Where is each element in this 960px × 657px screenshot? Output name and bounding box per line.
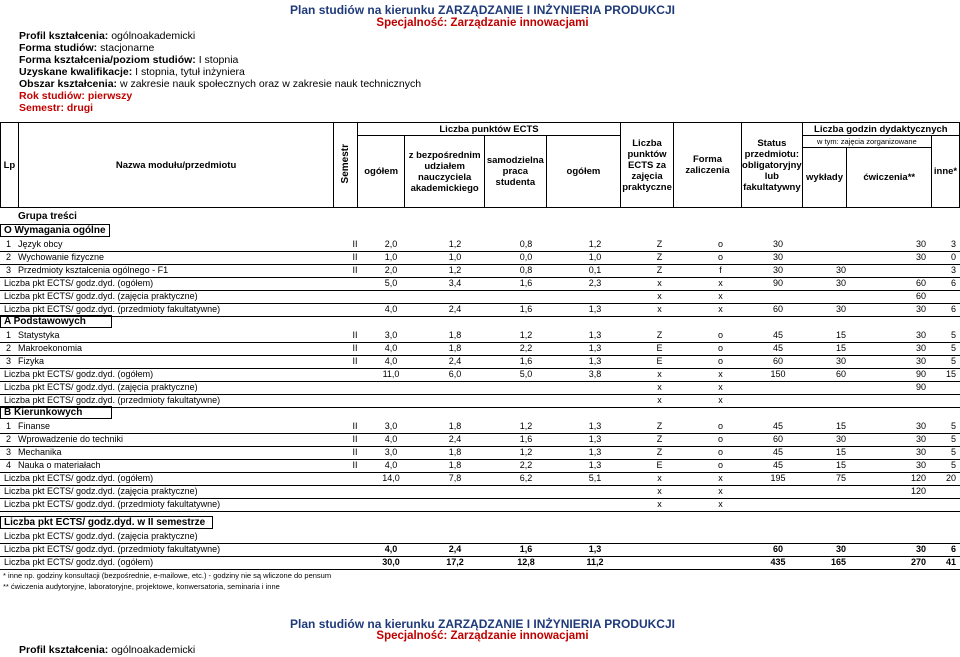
sum-name: Liczba pkt ECTS/ godz.dyd. (przedmioty fakultatywne) xyxy=(4,395,221,405)
row-lp: 2 xyxy=(6,252,12,262)
sum-row xyxy=(0,290,960,304)
footer-profile-value: ogólnoakademicki xyxy=(111,644,196,656)
sum-w: 60 xyxy=(835,369,846,379)
summary-w: 30 xyxy=(835,544,846,554)
qualification-label: Uzyskane kwalifikacje: xyxy=(19,66,133,78)
footer-title: Plan studiów na kierunku ZARZĄDZANIE I INŻYNIERIA PRODUKCJI xyxy=(290,617,675,631)
row-e: 4,0 xyxy=(384,460,398,470)
sum-i: 6 xyxy=(950,304,956,314)
row-sem: II xyxy=(352,356,358,366)
row-name: Nauka o materiałach xyxy=(18,460,101,470)
summary-row xyxy=(0,556,960,570)
semester-summary-title: Liczba pkt ECTS/ godz.dyd. w II semestrze xyxy=(0,516,213,529)
row-e: 4,0 xyxy=(384,343,398,353)
row-e: 3,0 xyxy=(384,421,398,431)
sum-h: 60 xyxy=(772,304,783,314)
sum-e: 4,0 xyxy=(384,304,398,314)
col-self: samodzielna praca studenta xyxy=(484,136,546,208)
row-h: 30 xyxy=(772,239,783,249)
table-row xyxy=(0,446,960,460)
row-i: 3 xyxy=(950,265,956,275)
study-year: Rok studiów: pierwszy xyxy=(19,90,133,102)
profile-value: ogólnoakademicki xyxy=(111,30,196,42)
sum-e: 5,0 xyxy=(384,278,398,288)
sum-st: x xyxy=(718,291,723,301)
row-i: 5 xyxy=(950,343,956,353)
row-h: 30 xyxy=(772,265,783,275)
qualification-value: I stopnia, tytuł inżyniera xyxy=(135,66,245,78)
row-sem: II xyxy=(352,239,358,249)
row-d: 2,4 xyxy=(448,356,462,366)
sum-w: 30 xyxy=(835,278,846,288)
row-h: 45 xyxy=(772,343,783,353)
row-s: 2,2 xyxy=(519,343,533,353)
row-h: 45 xyxy=(772,460,783,470)
sum-st: x xyxy=(718,382,723,392)
sum-c: 60 xyxy=(915,278,926,288)
row-p: 1,3 xyxy=(588,434,602,444)
sum-c: 120 xyxy=(910,486,926,496)
row-s: 1,6 xyxy=(519,356,533,366)
sum-f: x xyxy=(657,304,662,314)
row-i: 0 xyxy=(950,252,956,262)
sum-c: 90 xyxy=(915,382,926,392)
sum-f: x xyxy=(657,499,662,509)
sum-p: 3,8 xyxy=(588,369,602,379)
sum-row xyxy=(0,485,960,499)
summary-i: 6 xyxy=(950,544,956,554)
row-lp: 3 xyxy=(6,356,12,366)
sum-d: 2,4 xyxy=(448,304,462,314)
row-lp: 2 xyxy=(6,343,12,353)
sum-d: 6,0 xyxy=(448,369,462,379)
row-sem: II xyxy=(352,434,358,444)
summary-p: 11,2 xyxy=(586,557,604,567)
sum-f: x xyxy=(657,369,662,379)
table-row xyxy=(0,238,960,252)
col-lectures: wykłady xyxy=(802,148,847,208)
row-sem: II xyxy=(352,460,358,470)
row-h: 45 xyxy=(772,447,783,457)
row-d: 2,4 xyxy=(448,434,462,444)
row-e: 2,0 xyxy=(384,265,398,275)
col-semester-label: Semestr xyxy=(340,143,352,184)
table-row xyxy=(0,342,960,356)
row-w: 15 xyxy=(835,421,846,431)
sum-e: 14,0 xyxy=(382,473,400,483)
row-c: 30 xyxy=(915,434,926,444)
row-s: 0,8 xyxy=(519,239,533,249)
sum-name: Liczba pkt ECTS/ godz.dyd. (ogółem) xyxy=(4,369,154,379)
sum-st: x xyxy=(718,304,723,314)
row-lp: 3 xyxy=(6,265,12,275)
section-header: B Kierunkowych xyxy=(0,406,112,419)
sum-name: Liczba pkt ECTS/ godz.dyd. (zajęcia praktyczne) xyxy=(4,382,198,392)
row-p: 0,1 xyxy=(588,265,602,275)
footer-specialty: Specjalność: Zarządzanie innowacjami xyxy=(376,630,589,642)
sum-s: 6,2 xyxy=(519,473,533,483)
row-c: 30 xyxy=(915,252,926,262)
info-block xyxy=(19,30,421,114)
sum-row xyxy=(0,368,960,382)
row-f: E xyxy=(656,460,663,470)
row-name: Mechanika xyxy=(18,447,62,457)
row-name: Finanse xyxy=(18,421,51,431)
footnote-1: * inne np. godziny konsultacji (bezpośrednie, e-mailowe, etc.) - godziny nie są wliczone do pensum xyxy=(3,571,332,580)
sum-st: x xyxy=(718,499,723,509)
summary-s: 12,8 xyxy=(517,557,535,567)
row-f: Z xyxy=(656,434,663,444)
row-p: 1,3 xyxy=(588,447,602,457)
row-h: 45 xyxy=(772,330,783,340)
sum-s: 1,6 xyxy=(519,304,533,314)
row-name: Makroekonomia xyxy=(18,343,83,353)
sum-w: 75 xyxy=(835,473,846,483)
row-p: 1,3 xyxy=(588,421,602,431)
row-i: 5 xyxy=(950,421,956,431)
row-st: o xyxy=(717,330,723,340)
col-other: inne* xyxy=(932,136,960,208)
sum-e: 11,0 xyxy=(382,369,400,379)
row-sem: II xyxy=(352,330,358,340)
row-name: Wprowadzenie do techniki xyxy=(18,434,124,444)
row-s: 0,0 xyxy=(519,252,533,262)
row-i: 5 xyxy=(950,460,956,470)
row-st: o xyxy=(717,252,723,262)
sum-st: x xyxy=(718,369,723,379)
table-row xyxy=(0,251,960,265)
col-organized: w tym: zajęcia zorganizowane xyxy=(802,136,931,148)
row-s: 1,2 xyxy=(519,330,533,340)
col-semester xyxy=(334,123,358,208)
col-hours-group: Liczba godzin dydaktycznych xyxy=(802,123,959,136)
row-d: 1,8 xyxy=(448,330,462,340)
sum-st: x xyxy=(718,395,723,405)
sum-f: x xyxy=(657,382,662,392)
area-label: Obszar kształcenia: xyxy=(19,78,118,90)
form-value: stacjonarne xyxy=(100,42,155,54)
sum-row xyxy=(0,472,960,486)
row-c: 30 xyxy=(915,356,926,366)
row-e: 4,0 xyxy=(384,434,398,444)
row-c: 30 xyxy=(915,421,926,431)
sum-p: 5,1 xyxy=(588,473,602,483)
row-p: 1,3 xyxy=(588,330,602,340)
footer-profile-label: Profil kształcenia: xyxy=(19,644,109,656)
sum-d: 7,8 xyxy=(448,473,462,483)
summary-s: 1,6 xyxy=(519,544,533,554)
sum-st: x xyxy=(718,486,723,496)
row-w: 15 xyxy=(835,447,846,457)
summary-row xyxy=(0,530,960,544)
summary-p: 1,3 xyxy=(588,544,602,554)
row-f: Z xyxy=(656,421,663,431)
summary-name: Liczba pkt ECTS/ godz.dyd. (przedmioty fakultatywne) xyxy=(4,544,221,554)
row-w: 30 xyxy=(835,356,846,366)
row-st: o xyxy=(717,434,723,444)
row-st: f xyxy=(719,265,722,275)
row-p: 1,0 xyxy=(588,252,602,262)
row-e: 3,0 xyxy=(384,447,398,457)
level-label: Forma kształcenia/poziom studiów: xyxy=(19,54,196,66)
row-f: Z xyxy=(656,447,663,457)
section-header: O Wymagania ogólne xyxy=(0,224,110,237)
row-f: Z xyxy=(656,330,663,340)
row-h: 60 xyxy=(772,434,783,444)
sum-row xyxy=(0,381,960,395)
row-sem: II xyxy=(352,343,358,353)
row-lp: 4 xyxy=(6,460,12,470)
sum-c: 90 xyxy=(915,369,926,379)
sum-f: x xyxy=(657,395,662,405)
row-h: 30 xyxy=(772,252,783,262)
row-sem: II xyxy=(352,421,358,431)
col-ects-total: ogółem xyxy=(357,136,404,208)
row-lp: 1 xyxy=(6,421,12,431)
summary-d: 2,4 xyxy=(448,544,462,554)
col-hours-total: ogółem xyxy=(546,136,620,208)
row-w: 15 xyxy=(835,330,846,340)
sum-row xyxy=(0,303,960,317)
table-row xyxy=(0,355,960,369)
col-status: Status przedmiotu: obligatoryjny lub fakultatywny xyxy=(742,123,803,208)
sum-row xyxy=(0,277,960,291)
row-w: 15 xyxy=(835,343,846,353)
sum-name: Liczba pkt ECTS/ godz.dyd. (zajęcia praktyczne) xyxy=(4,291,198,301)
header-table xyxy=(0,122,960,208)
row-s: 1,2 xyxy=(519,447,533,457)
sum-p: 2,3 xyxy=(588,278,602,288)
row-i: 5 xyxy=(950,330,956,340)
sum-s: 1,6 xyxy=(519,278,533,288)
group-label: Grupa treści xyxy=(18,211,77,222)
table-row xyxy=(0,420,960,434)
sum-name: Liczba pkt ECTS/ godz.dyd. (przedmioty fakultatywne) xyxy=(4,499,221,509)
sum-c: 30 xyxy=(915,304,926,314)
row-d: 1,8 xyxy=(448,460,462,470)
section-header: A Podstawowych xyxy=(0,315,112,328)
sum-i: 20 xyxy=(945,473,956,483)
page-title: Plan studiów na kierunku ZARZĄDZANIE I INŻYNIERIA PRODUKCJI xyxy=(290,3,675,17)
row-e: 4,0 xyxy=(384,356,398,366)
sum-p: 1,3 xyxy=(588,304,602,314)
row-e: 1,0 xyxy=(384,252,398,262)
row-sem: II xyxy=(352,265,358,275)
sum-s: 5,0 xyxy=(519,369,533,379)
sum-f: x xyxy=(657,486,662,496)
summary-c: 270 xyxy=(910,557,926,567)
row-f: E xyxy=(656,356,663,366)
sum-st: x xyxy=(718,473,723,483)
sum-row xyxy=(0,498,960,512)
row-c: 30 xyxy=(915,447,926,457)
row-d: 1,8 xyxy=(448,421,462,431)
row-s: 1,6 xyxy=(519,434,533,444)
row-i: 3 xyxy=(950,239,956,249)
sum-c: 120 xyxy=(910,473,926,483)
summary-c: 30 xyxy=(915,544,926,554)
summary-name: Liczba pkt ECTS/ godz.dyd. (ogółem) xyxy=(4,557,154,567)
row-f: Z xyxy=(656,265,663,275)
profile-label: Profil kształcenia: xyxy=(19,30,109,42)
sum-h: 150 xyxy=(770,369,786,379)
sum-c: 60 xyxy=(915,291,926,301)
specialty-title: Specjalność: Zarządzanie innowacjami xyxy=(376,17,589,29)
row-st: o xyxy=(717,343,723,353)
row-c: 30 xyxy=(915,239,926,249)
table-row xyxy=(0,433,960,447)
row-w: 30 xyxy=(835,434,846,444)
row-st: o xyxy=(717,460,723,470)
row-f: Z xyxy=(656,252,663,262)
col-practical: Liczba punktów ECTS za zajęcia praktyczne xyxy=(621,123,674,208)
summary-name: Liczba pkt ECTS/ godz.dyd. (zajęcia praktyczne) xyxy=(4,531,198,541)
row-st: o xyxy=(717,447,723,457)
table-row xyxy=(0,264,960,278)
row-name: Fizyka xyxy=(18,356,45,366)
col-exercises: ćwiczenia** xyxy=(847,148,932,208)
sum-i: 6 xyxy=(950,278,956,288)
sum-name: Liczba pkt ECTS/ godz.dyd. (przedmioty fakultatywne) xyxy=(4,304,221,314)
row-name: Język obcy xyxy=(18,239,63,249)
row-c: 30 xyxy=(915,330,926,340)
row-c: 30 xyxy=(915,343,926,353)
summary-w: 165 xyxy=(830,557,846,567)
row-st: o xyxy=(717,421,723,431)
row-st: o xyxy=(717,239,723,249)
row-p: 1,3 xyxy=(588,460,602,470)
summary-e: 4,0 xyxy=(384,544,398,554)
footnotes xyxy=(3,570,331,592)
sum-name: Liczba pkt ECTS/ godz.dyd. (zajęcia praktyczne) xyxy=(4,486,198,496)
sum-name: Liczba pkt ECTS/ godz.dyd. (ogółem) xyxy=(4,278,154,288)
row-lp: 1 xyxy=(6,330,12,340)
row-c: 30 xyxy=(915,460,926,470)
sum-row xyxy=(0,394,960,408)
summary-h: 435 xyxy=(770,557,786,567)
sum-i: 15 xyxy=(945,369,956,379)
row-name: Wychowanie fizyczne xyxy=(18,252,104,262)
summary-e: 30,0 xyxy=(382,557,400,567)
row-lp: 3 xyxy=(6,447,12,457)
sum-h: 195 xyxy=(770,473,786,483)
row-s: 0,8 xyxy=(519,265,533,275)
row-sem: II xyxy=(352,252,358,262)
row-p: 1,2 xyxy=(588,239,602,249)
area-value: w zakresie nauk społecznych oraz w zakresie nauk technicznych xyxy=(119,78,422,90)
row-name: Przedmioty kształcenia ogólnego - F1 xyxy=(18,265,169,275)
row-st: o xyxy=(717,356,723,366)
col-form: Forma zaliczenia xyxy=(673,123,741,208)
table-row xyxy=(0,459,960,473)
row-i: 5 xyxy=(950,356,956,366)
footer-profile xyxy=(19,644,195,656)
row-d: 1,0 xyxy=(448,252,462,262)
row-p: 1,3 xyxy=(588,356,602,366)
row-s: 1,2 xyxy=(519,421,533,431)
row-name: Statystyka xyxy=(18,330,60,340)
sum-w: 30 xyxy=(835,304,846,314)
footnote-2: ** ćwiczenia audytoryjne, laboratoryjne, projektowe, konwersatoria, seminaria i inne xyxy=(3,582,280,591)
col-lp: Lp xyxy=(1,123,19,208)
sum-f: x xyxy=(657,291,662,301)
row-d: 1,8 xyxy=(448,343,462,353)
row-lp: 2 xyxy=(6,434,12,444)
row-s: 2,2 xyxy=(519,460,533,470)
sum-d: 3,4 xyxy=(448,278,462,288)
sum-f: x xyxy=(657,278,662,288)
col-direct: z bezpośrednim udziałem nauczyciela akademickiego xyxy=(405,136,485,208)
sum-h: 90 xyxy=(772,278,783,288)
row-p: 1,3 xyxy=(588,343,602,353)
row-d: 1,8 xyxy=(448,447,462,457)
summary-row xyxy=(0,543,960,557)
row-f: Z xyxy=(656,239,663,249)
semester: Semestr: drugi xyxy=(19,102,94,114)
row-f: E xyxy=(656,343,663,353)
row-h: 60 xyxy=(772,356,783,366)
sum-st: x xyxy=(718,278,723,288)
summary-d: 17,2 xyxy=(446,557,464,567)
form-label: Forma studiów: xyxy=(19,42,98,54)
row-e: 2,0 xyxy=(384,239,398,249)
row-d: 1,2 xyxy=(448,239,462,249)
row-i: 5 xyxy=(950,447,956,457)
row-w: 15 xyxy=(835,460,846,470)
sum-name: Liczba pkt ECTS/ godz.dyd. (ogółem) xyxy=(4,473,154,483)
sum-f: x xyxy=(657,473,662,483)
summary-i: 41 xyxy=(945,557,956,567)
table-row xyxy=(0,329,960,343)
col-name: Nazwa modułu/przedmiotu xyxy=(18,123,334,208)
row-lp: 1 xyxy=(6,239,12,249)
row-w: 30 xyxy=(835,265,846,275)
row-d: 1,2 xyxy=(448,265,462,275)
row-e: 3,0 xyxy=(384,330,398,340)
col-ects-group: Liczba punktów ECTS xyxy=(357,123,620,136)
row-i: 5 xyxy=(950,434,956,444)
level-value: I stopnia xyxy=(198,54,239,66)
row-h: 45 xyxy=(772,421,783,431)
summary-h: 60 xyxy=(772,544,783,554)
row-sem: II xyxy=(352,447,358,457)
